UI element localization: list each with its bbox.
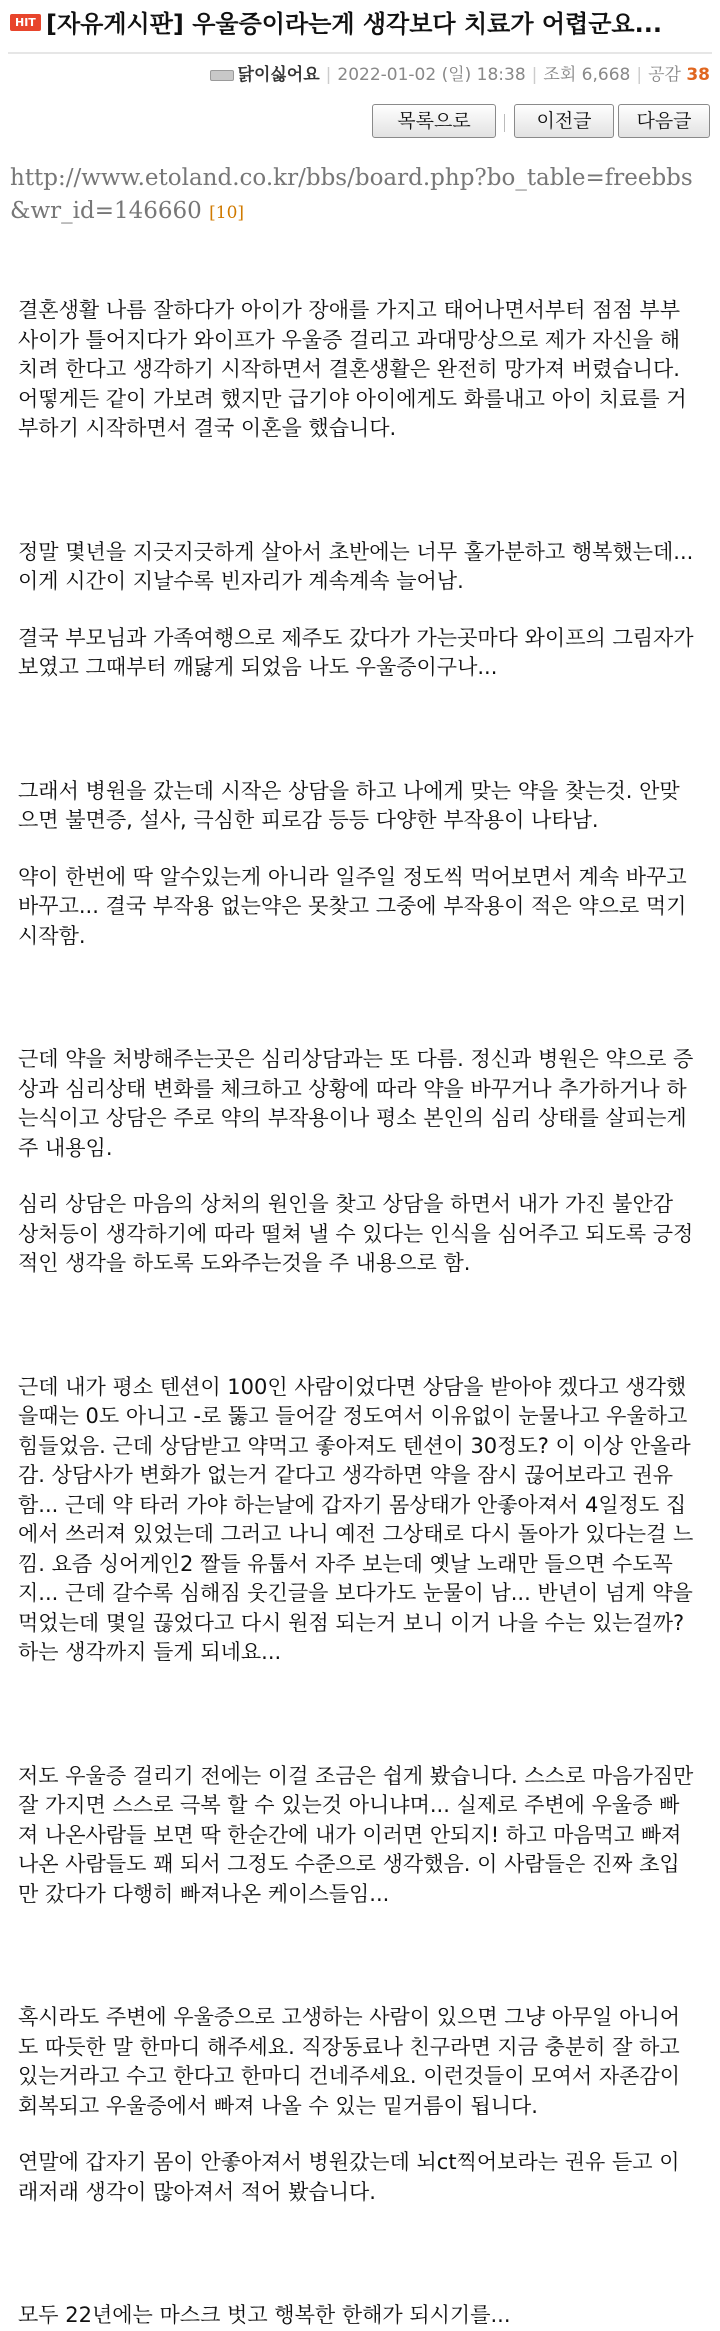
member-level-icon xyxy=(210,70,234,81)
hit-badge: HIT xyxy=(10,14,41,31)
post-title: [자유게시판] 우울증이라는게 생각보다 치료가 어렵군요... xyxy=(46,10,662,38)
prev-post-button[interactable]: 이전글 xyxy=(514,104,614,138)
next-post-button[interactable]: 다음글 xyxy=(618,104,710,138)
body-paragraph: 혹시라도 주변에 우울증으로 고생하는 사람이 있으면 그냥 아무일 아니어도 따듯한 말 한마디 해주세요. 직장동료나 친구라면 지금 충분히 잘 하고 있는거라고 수고 한다고 한마디 건네주세요. 이런것들이 모여서 자존감이 회복되고 우울증에서 빠져 나올 수 있는 밑거름이 됩니다. xyxy=(18,2005,680,2118)
post-meta xyxy=(10,54,710,96)
list-button[interactable]: 목록으로 xyxy=(372,104,496,138)
post-link xyxy=(10,162,710,230)
post-navigation xyxy=(14,96,706,148)
link-click-count: [10] xyxy=(209,203,245,223)
likes-count: 38 xyxy=(686,65,710,85)
post-datetime: 2022-01-02 (일) 18:38 xyxy=(337,65,526,85)
meta-divider: | xyxy=(325,65,332,85)
body-paragraph: 결국 부모님과 가족여행으로 제주도 갔다가 가는곳마다 와이프의 그림자가 보였고 그때부터 깨닳게 되었음 나도 우울증이구나... xyxy=(18,625,694,679)
nav-divider xyxy=(504,114,505,132)
body-paragraph: 저도 우울증 걸리기 전에는 이걸 조금은 쉽게 봤습니다. 스스로 마음가짐만 잘 가지면 스스로 극복 할 수 있는것 아니냐며... 실제로 주변에 우울증 빠져 나온사람들 보면 딱 한순간에 내가 이러면 안되지! 하고 마음먹고 빠져 나온 사람들도 꽤 되서 그정도 수준으로 생각했음. 이 사람들은 진짜 초입만 갔다가 다행히 빠져나온 케이스들임... xyxy=(18,1763,694,1906)
post-body xyxy=(18,296,698,2331)
body-paragraph: 근데 약을 처방해주는곳은 심리상담과는 또 다름. 정신과 병원은 약으로 증상과 심리상태 변화를 체크하고 상황에 따라 약을 바꾸거나 추가하거나 하는식이고 상담은 주로 약의 부작용이나 평소 본인의 심리 상태를 살피는게 주 내용임. xyxy=(18,1047,694,1160)
body-paragraph: 결혼생활 나름 잘하다가 아이가 장애를 가지고 태어나면서부터 점점 부부사이가 틀어지다가 와이프가 우울증 걸리고 과대망상으로 제가 자신을 해치려 한다고 생각하기 시작하면서 결혼생활은 완전히 망가져 버렸습니다. 어떻게든 같이 가보려 했지만 급기야 아이에게도 화를내고 아이 치료를 거부하기 시작하면서 결국 이혼을 했습니다. xyxy=(18,298,687,440)
body-paragraph: 연말에 갑자기 몸이 안좋아져서 병원갔는데 뇌ct찍어보라는 권유 듣고 이래저래 생각이 많아져서 적어 봤습니다. xyxy=(18,2150,680,2204)
body-paragraph: 근데 내가 평소 텐션이 100인 사람이었다면 상담을 받아야 겠다고 생각했을때는 0도 아니고 -로 뚫고 들어갈 정도여서 이유없이 눈물나고 우울하고 힘들었음. 근데 상담받고 약먹고 좋아져도 텐션이 30정도? 이 이상 안올라감. 상담사가 변화가 없는거 같다고 생각하면 약을 잠시 끊어보라고 권유함... 근데 약 타러 가야 하는날에 갑자기 몸상태가 안좋아져서 4일정도 집에서 쓰러져 있었는데 그러고 나니 예전 그상태로 다시 돌아가 있다는걸 느낌. 요즘 싱어게인2 짤들 유툽서 자주 보는데 옛날 노래만 들으면 수도꼭지... 근데 갈수록 심해짐 웃긴글을 보다가도 눈물이 남... 반년이 넘게 약을 먹었는데 몇일 끊었다고 다시 원점 되는거 보니 이거 나을 수는 있는걸까? 하는 생각까지 들게 되네요... xyxy=(18,1374,694,1664)
likes-label: 공감 xyxy=(648,65,681,85)
post-url[interactable]: http://www.etoland.co.kr/bbs/board.php?bo_table=freebbs&wr_id=146660 xyxy=(10,165,693,224)
body-paragraph: 심리 상담은 마음의 상처의 원인을 찾고 상담을 하면서 내가 가진 불안감 상처등이 생각하기에 따라 떨쳐 낼 수 있다는 인식을 심어주고 되도록 긍정적인 생각을 하도록 도와주는것을 주 내용으로 함. xyxy=(18,1192,694,1275)
body-paragraph: 모두 22년에는 마스크 벗고 행복한 한해가 되시기를... xyxy=(18,2303,511,2327)
meta-divider: | xyxy=(636,65,643,85)
meta-divider: | xyxy=(531,65,538,85)
author-name[interactable]: 닭이싫어요 xyxy=(237,65,320,85)
body-paragraph: 정말 몇년을 지긋지긋하게 살아서 초반에는 너무 홀가분하고 행복했는데... 이게 시간이 지날수록 빈자리가 계속계속 늘어남. xyxy=(18,539,694,593)
post-title-bar xyxy=(8,0,712,54)
view-count: 조회 6,668 xyxy=(543,65,631,85)
body-paragraph: 그래서 병원을 갔는데 시작은 상담을 하고 나에게 맞는 약을 찾는것. 안맞으면 불면증, 설사, 극심한 피로감 등등 다양한 부작용이 나타남. xyxy=(18,778,680,832)
body-paragraph: 약이 한번에 딱 알수있는게 아니라 일주일 정도씩 먹어보면서 계속 바꾸고 바꾸고... 결국 부작용 없는약은 못찾고 그중에 부작용이 적은 약으로 먹기 시작함. xyxy=(18,864,687,948)
